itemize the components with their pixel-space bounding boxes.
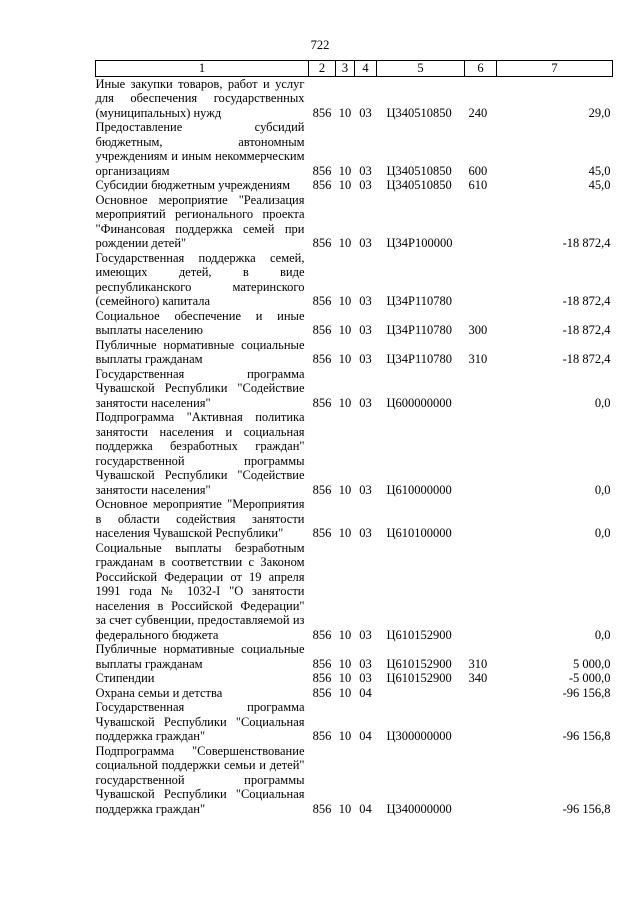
table-row <box>96 686 613 701</box>
table-row <box>96 700 613 744</box>
target-article-code: Ц340510850 <box>386 105 452 120</box>
target-article-code: Ц34Р110780 <box>386 294 453 308</box>
amount: 5 000,0 <box>573 656 611 671</box>
expense-type-code <box>465 497 497 541</box>
table-row <box>96 410 613 497</box>
amount: 45,0 <box>588 178 611 192</box>
column-header: 6 <box>465 61 497 77</box>
subsection-code: 03 <box>359 395 372 410</box>
column-header: 4 <box>355 61 377 77</box>
target-article-code: Ц610152900 <box>386 627 452 642</box>
target-article-code: Ц600000000 <box>386 395 452 410</box>
item-name: Основное мероприятие "Реализация мероприятий регионального проекта "Финансовая поддержка семей при рождении детей" <box>95 192 305 250</box>
expense-type-code: 300 <box>468 323 488 337</box>
item-name: Подпрограмма "Совершенствование социальной поддержки семьи и детей" государственной программы Чувашской Республики "Социальная поддержка граждан" <box>95 743 305 816</box>
subsection-code: 04 <box>359 729 372 743</box>
expense-type-code <box>465 686 497 701</box>
amount: 0,0 <box>594 482 611 497</box>
section-code: 10 <box>338 801 352 816</box>
amount: -96 156,8 <box>562 729 611 743</box>
item-name: Государственная поддержка семей, имеющих детей, в виде республиканского материнского (семейного) капитала <box>95 250 305 308</box>
subsection-code: 03 <box>359 294 372 308</box>
ministry-code: 856 <box>312 801 332 816</box>
table-row <box>96 338 613 367</box>
expense-type-code <box>465 700 497 744</box>
item-name: Субсидии бюджетным учреждениям <box>95 178 291 192</box>
expense-type-code: 610 <box>468 178 488 192</box>
ministry-code: 856 <box>312 526 332 540</box>
item-name: Социальные выплаты безработным гражданам в соответствии с Законом Российской Федерации от 19 апреля 1991 года № 1032-I "О занятости населения в Российской Федерации" за счет субвенции, предоставляемой из федерального бюджета <box>95 540 305 642</box>
target-article-code: Ц34Р110780 <box>386 323 453 337</box>
table-row <box>96 193 613 251</box>
item-name: Иные закупки товаров, работ и услуг для обеспечения государственных (муниципальных) нужд <box>95 76 305 120</box>
amount: -18 872,4 <box>562 294 611 308</box>
table-row <box>96 120 613 178</box>
ministry-code: 856 <box>312 178 332 192</box>
expense-type-code: 310 <box>468 656 488 671</box>
expense-type-code: 600 <box>468 163 488 178</box>
item-name: Предоставление субсидий бюджетным, автономным учреждениям и иным некоммерческим организациям <box>95 120 305 178</box>
page-number: 722 <box>310 38 330 52</box>
amount: -96 156,8 <box>562 685 611 700</box>
section-code: 10 <box>338 178 352 192</box>
column-header: 7 <box>497 61 613 77</box>
item-name: Публичные нормативные социальные выплаты гражданам <box>95 642 305 671</box>
target-article-code: Ц300000000 <box>386 729 452 743</box>
section-code: 10 <box>338 323 352 337</box>
subsection-code: 03 <box>359 671 372 685</box>
item-name: Государственная программа Чувашской Республики "Содействие занятости населения" <box>95 366 305 410</box>
ministry-code: 856 <box>312 105 332 120</box>
table-body <box>96 76 613 816</box>
section-code: 10 <box>338 526 352 540</box>
section-code: 10 <box>338 163 352 178</box>
table-row <box>96 497 613 541</box>
section-code: 10 <box>338 352 352 366</box>
subsection-code: 03 <box>359 526 372 540</box>
section-code: 10 <box>338 236 352 250</box>
table-row <box>96 76 613 120</box>
column-header: 1 <box>96 61 309 77</box>
column-header: 2 <box>309 61 336 77</box>
section-code: 10 <box>338 656 352 671</box>
expense-type-code <box>465 744 497 817</box>
ministry-code: 856 <box>312 294 332 308</box>
expense-type-code <box>465 541 497 643</box>
ministry-code: 856 <box>312 671 332 685</box>
target-article-code: Ц610000000 <box>386 482 452 497</box>
expense-type-code <box>465 410 497 497</box>
item-name: Подпрограмма "Активная политика занятости населения и социальная поддержка безработных граждан" государственной программы Чувашской Республики "Содействие занятости населения" <box>95 410 305 497</box>
target-article-code: Ц610152900 <box>386 656 452 671</box>
section-code: 10 <box>338 671 352 685</box>
target-article-code: Ц340510850 <box>386 163 452 178</box>
section-code: 10 <box>338 105 352 120</box>
section-code: 10 <box>338 395 352 410</box>
target-article-code <box>377 686 465 701</box>
target-article-code: Ц610152900 <box>386 671 452 685</box>
subsection-code: 03 <box>359 352 372 366</box>
budget-table <box>95 60 613 816</box>
expense-type-code: 240 <box>468 105 488 120</box>
table-row <box>96 671 613 686</box>
ministry-code: 856 <box>312 395 332 410</box>
column-header: 5 <box>377 61 465 77</box>
amount: 29,0 <box>588 105 611 120</box>
subsection-code: 03 <box>359 482 372 497</box>
item-name: Стипендии <box>95 671 155 685</box>
table-row <box>96 541 613 643</box>
ministry-code: 856 <box>312 656 332 671</box>
ministry-code: 856 <box>312 685 332 700</box>
expense-type-code <box>465 367 497 411</box>
subsection-code: 03 <box>359 178 372 192</box>
expense-type-code <box>465 193 497 251</box>
subsection-code: 04 <box>359 685 372 700</box>
ministry-code: 856 <box>312 482 332 497</box>
target-article-code: Ц610100000 <box>386 526 452 540</box>
target-article-code: Ц340510850 <box>386 178 452 192</box>
subsection-code: 04 <box>359 801 372 816</box>
section-code: 10 <box>338 685 352 700</box>
item-name: Основное мероприятие "Мероприятия в области содействия занятости населения Чувашской Республики" <box>95 497 305 540</box>
item-name: Государственная программа Чувашской Республики "Социальная поддержка граждан" <box>95 700 305 743</box>
table-row <box>96 744 613 817</box>
table-row <box>96 178 613 193</box>
ministry-code: 856 <box>312 352 332 366</box>
table-row <box>96 367 613 411</box>
item-name: Социальное обеспечение и иные выплаты населению <box>95 308 305 337</box>
subsection-code: 03 <box>359 323 372 337</box>
amount: -18 872,4 <box>562 352 611 366</box>
expense-type-code <box>465 251 497 309</box>
subsection-code: 03 <box>359 656 372 671</box>
section-code: 10 <box>338 482 352 497</box>
target-article-code: Ц34Р110780 <box>386 352 453 366</box>
table-row <box>96 251 613 309</box>
amount: 0,0 <box>594 627 611 642</box>
amount: -5 000,0 <box>568 671 611 685</box>
amount: -18 872,4 <box>562 323 611 337</box>
amount: -96 156,8 <box>562 801 611 816</box>
amount: 45,0 <box>588 163 611 178</box>
item-name: Охрана семьи и детства <box>95 685 223 700</box>
subsection-code: 03 <box>359 236 372 250</box>
subsection-code: 03 <box>359 105 372 120</box>
amount: 0,0 <box>594 395 611 410</box>
amount: -18 872,4 <box>562 236 611 250</box>
section-code: 10 <box>338 729 352 743</box>
subsection-code: 03 <box>359 627 372 642</box>
expense-type-code: 340 <box>468 671 488 685</box>
table-row <box>96 309 613 338</box>
expense-type-code: 310 <box>468 352 488 366</box>
section-code: 10 <box>338 294 352 308</box>
ministry-code: 856 <box>312 163 332 178</box>
amount: 0,0 <box>594 526 611 540</box>
ministry-code: 856 <box>312 627 332 642</box>
section-code: 10 <box>338 627 352 642</box>
target-article-code: Ц34Р100000 <box>386 236 453 250</box>
table-row <box>96 642 613 671</box>
subsection-code: 03 <box>359 163 372 178</box>
item-name: Публичные нормативные социальные выплаты гражданам <box>95 337 305 366</box>
ministry-code: 856 <box>312 236 332 250</box>
column-header: 3 <box>336 61 355 77</box>
ministry-code: 856 <box>312 729 332 743</box>
header-row <box>96 61 613 77</box>
ministry-code: 856 <box>312 323 332 337</box>
target-article-code: Ц340000000 <box>386 801 452 816</box>
